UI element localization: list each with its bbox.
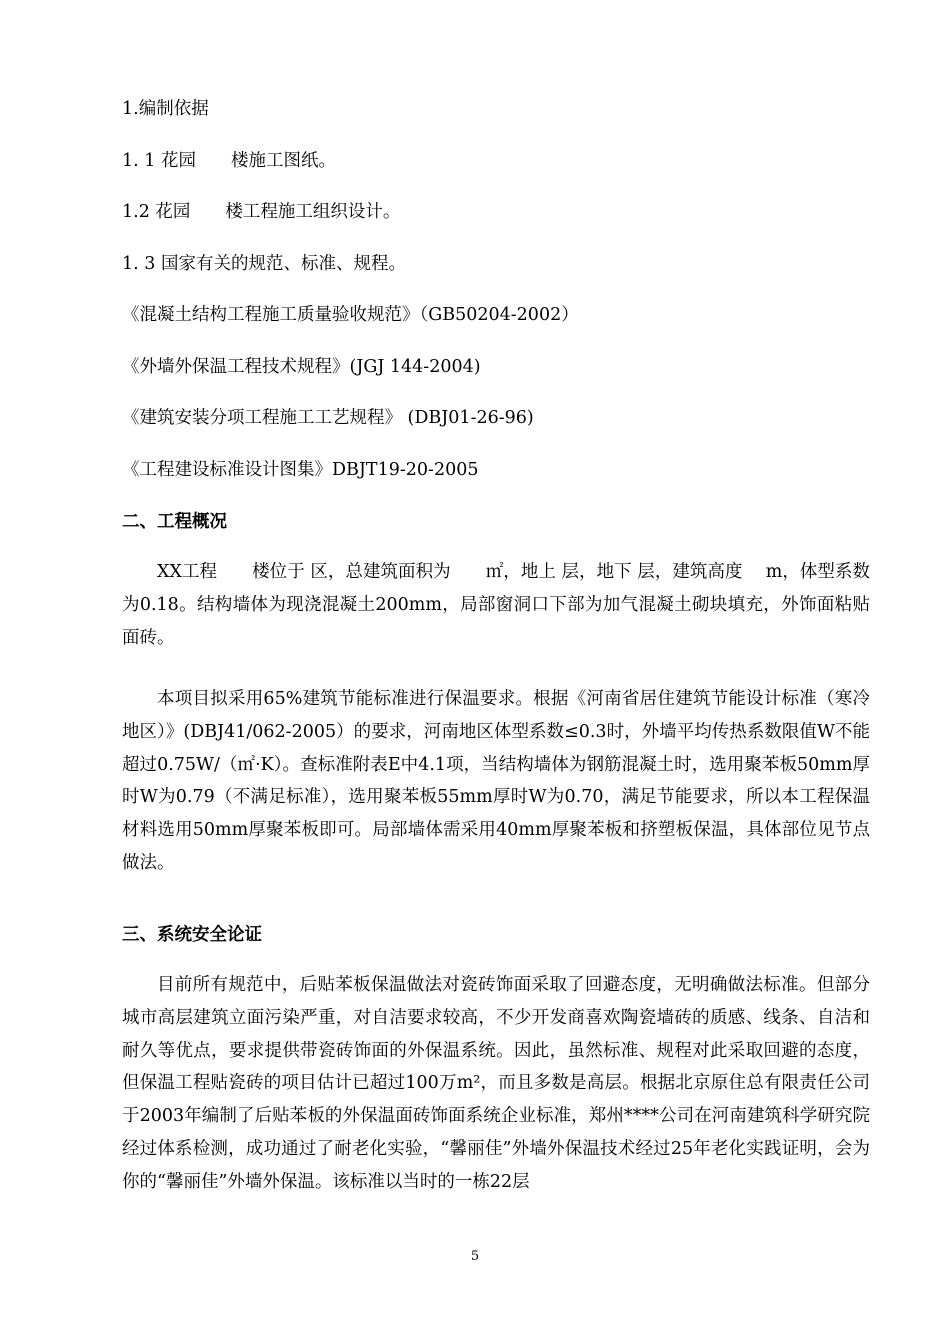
basis-item-1: 1. 1 花园 楼施工图纸。 — [122, 151, 336, 171]
section-1-title: 1.编制依据 — [122, 99, 209, 119]
reference-item-4: 《工程建设标准设计图集》DBJT19-20-2005 — [122, 460, 479, 480]
reference-item-3: 《建筑安装分项工程施工工艺规程》 (DBJ01-26-96) — [122, 408, 534, 428]
reference-item-1: 《混凝土结构工程施工质量验收规范》（GB50204-2002） — [122, 305, 579, 325]
basis-item-3: 1. 3 国家有关的规范、标准、规程。 — [122, 254, 406, 274]
section-3-title: 三、系统安全论证 — [122, 925, 262, 945]
reference-item-2: 《外墙外保温工程技术规程》(JGJ 144-2004) — [122, 357, 481, 377]
page-number: 5 — [470, 1249, 480, 1264]
project-overview-paragraph-2: 本项目拟采用65%建筑节能标准进行保温要求。根据《河南省居住建筑节能设计标准（寒冷地区）》(DBJ41/062-2005）的要求，河南地区体型系数≤0.3时，外墙平均传热系数限值W不能超过0.75W/（㎡·K）。查标准附表E中4.1项，当结构墙体为钢筋混凝土时，选用聚苯板50mm厚时W为0.79（不满足标准），选用聚苯板55mm厚时W为0.70，满足节能要求，所以本工程保温材料选用50mm厚聚苯板即可。局部墙体需采用40mm厚聚苯板和挤塑板保温，具体部位见节点做法。 — [122, 689, 870, 873]
basis-item-2: 1.2 花园 楼工程施工组织设计。 — [122, 202, 401, 222]
section-2-title: 二、工程概况 — [122, 512, 227, 532]
safety-paragraph-1: 目前所有规范中，后贴苯板保温做法对瓷砖饰面采取了回避态度，无明确做法标准。但部分城市高层建筑立面污染严重，对自洁要求较高，不少开发商喜欢陶瓷墙砖的质感、线条、自洁和耐久等优点，要求提供带瓷砖饰面的外保温系统。因此，虽然标准、规程对此采取回避的态度，但保温工程贴瓷砖的项目估计已超过100万m²，而且多数是高层。根据北京原住总有限责任公司于2003年编制了后贴苯板的外保温面砖饰面系统企业标准，郑州****公司在河南建筑科学研究院经过体系检测，成功通过了耐老化实验，“馨丽佳”外墙外保温技术经过25年老化实践证明，会为你的“馨丽佳”外墙外保温。该标准以当时的一栋22层 — [122, 975, 870, 1192]
project-overview-paragraph-1: XX工程 楼位于 区，总建筑面积为 ㎡，地上 层，地下 层，建筑高度 m，体型系数为0.18。结构墙体为现浇混凝土200mm，局部窗洞口下部为加气混凝土砌块填充，外饰面粘贴面砖。 — [122, 562, 870, 648]
